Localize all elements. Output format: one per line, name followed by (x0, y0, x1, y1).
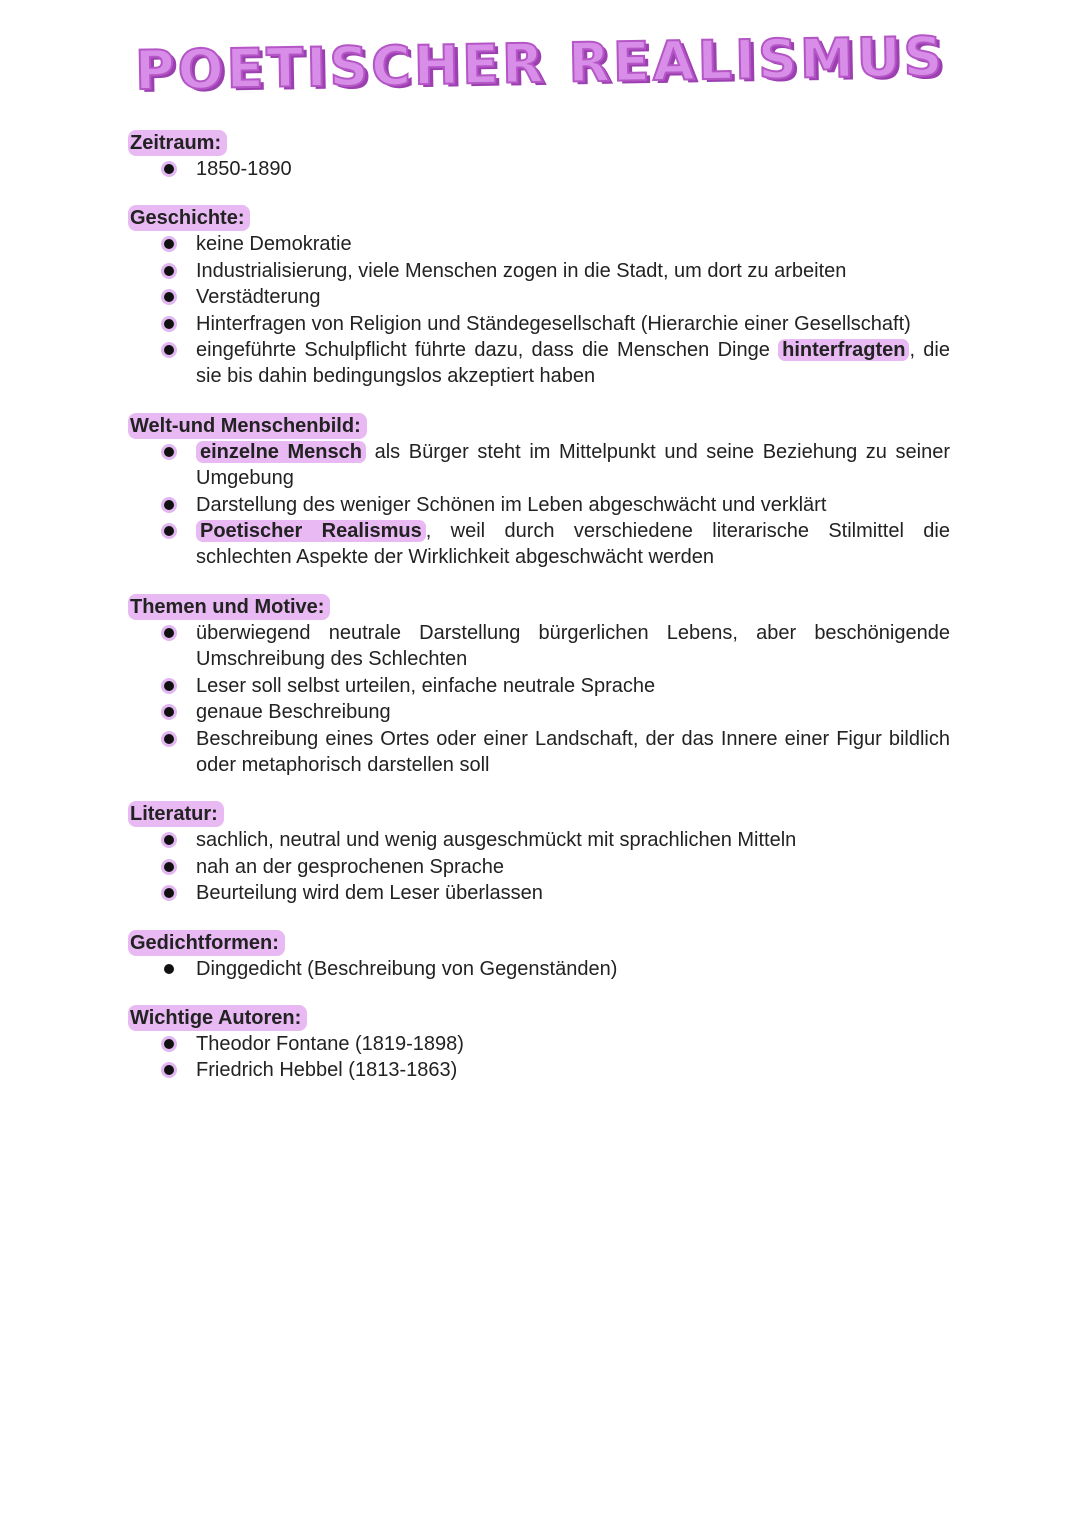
bullet-icon (164, 526, 174, 536)
list-item-text: , die sie bis dahin bedingungslos akzeptiert haben (196, 339, 950, 388)
bullet-list (130, 956, 950, 982)
list-item (130, 620, 950, 673)
section-heading: Gedichtformen: (128, 930, 285, 956)
highlighted-term: Poetischer Realismus (196, 520, 426, 542)
bullet-list (130, 439, 950, 571)
list-item (130, 1031, 950, 1057)
list-item-text: Darstellung des weniger Schönen im Leben abgeschwächt und verklärt (196, 493, 827, 516)
bullet-list (130, 231, 950, 389)
bullet-icon (164, 500, 174, 510)
list-item-text: Friedrich Hebbel (1813-1863) (196, 1059, 458, 1082)
list-item (130, 673, 950, 699)
section-heading: Themen und Motive: (128, 594, 330, 620)
list-item (130, 284, 950, 310)
bullet-icon (164, 447, 174, 457)
section-heading: Wichtige Autoren: (128, 1005, 307, 1031)
section-6 (130, 1005, 950, 1084)
list-item (130, 1057, 950, 1083)
list-item-text: Dinggedicht (Beschreibung von Gegenständen) (196, 957, 618, 980)
highlighted-term: hinterfragten (778, 339, 909, 361)
section-4 (130, 801, 950, 906)
list-item-text: Beschreibung eines Ortes oder einer Landschaft, der das Innere einer Figur bildlich oder metaphorisch darstellen soll (196, 727, 950, 776)
bullet-icon (164, 628, 174, 638)
section-5 (130, 930, 950, 982)
list-item (130, 880, 950, 906)
list-item (130, 231, 950, 257)
bullet-icon (164, 862, 174, 872)
bullet-icon (164, 734, 174, 744)
list-item (130, 699, 950, 725)
section-0 (130, 130, 950, 182)
bullet-list (130, 1031, 950, 1084)
section-3 (130, 594, 950, 778)
list-item (130, 439, 950, 492)
bullet-list (130, 620, 950, 778)
bullet-icon (164, 164, 174, 174)
list-item-text: genaue Beschreibung (196, 701, 391, 724)
section-heading: Geschichte: (128, 205, 250, 231)
list-item-text: Verstädterung (196, 286, 321, 309)
list-item-text: nah an der gesprochenen Sprache (196, 855, 505, 878)
list-item (130, 156, 950, 182)
page-title (0, 24, 1080, 103)
bullet-icon (164, 239, 174, 249)
list-item-text: überwiegend neutrale Darstellung bürgerlichen Lebens, aber beschönigende Umschreibung des Schlechten (196, 621, 950, 671)
bullet-icon (164, 964, 174, 974)
list-item-text: sachlich, neutral und wenig ausgeschmückt mit sprachlichen Mitteln (196, 829, 797, 852)
bullet-list (130, 156, 950, 182)
list-item-text: , weil durch verschiedene literarische Stilmittel die schlechten Aspekte der Wirklichkeit abgeschwächt werden (196, 520, 950, 569)
section-heading: Welt-und Menschenbild: (128, 413, 367, 439)
notes-content (130, 130, 950, 1107)
bullet-icon (164, 292, 174, 302)
list-item-text: eingeführte Schulpflicht führte dazu, dass die Menschen Dinge (196, 339, 779, 362)
section-heading: Literatur: (128, 801, 224, 827)
list-item-text: Theodor Fontane (1819-1898) (196, 1032, 464, 1055)
list-item (130, 258, 950, 284)
list-item (130, 518, 950, 571)
list-item-text: 1850-1890 (196, 158, 292, 180)
list-item-text: Leser soll selbst urteilen, einfache neutrale Sprache (196, 674, 656, 697)
bullet-icon (164, 835, 174, 845)
list-item-text: Hinterfragen von Religion und Ständegesellschaft (Hierarchie einer Gesellschaft) (196, 312, 911, 335)
section-2 (130, 413, 950, 571)
highlighted-term: einzelne Mensch (196, 441, 366, 463)
list-item (130, 726, 950, 779)
list-item (130, 827, 950, 853)
page-title-text: POETISCHER REALISMUS (134, 24, 946, 103)
bullet-icon (164, 681, 174, 691)
bullet-icon (164, 888, 174, 898)
list-item-text: als Bürger steht im Mittelpunkt und seine Beziehung zu seiner Umgebung (196, 440, 951, 490)
bullet-icon (164, 707, 174, 717)
list-item (130, 956, 950, 982)
list-item-text: Beurteilung wird dem Leser überlassen (196, 882, 543, 905)
bullet-icon (164, 1039, 174, 1049)
bullet-icon (164, 345, 174, 355)
list-item-text: Industrialisierung, viele Menschen zogen in die Stadt, um dort zu arbeiten (196, 259, 847, 282)
list-item (130, 311, 950, 337)
bullet-list (130, 827, 950, 906)
bullet-icon (164, 319, 174, 329)
bullet-icon (164, 266, 174, 276)
list-item (130, 337, 950, 390)
section-heading: Zeitraum: (128, 130, 227, 156)
bullet-icon (164, 1065, 174, 1075)
list-item-text: keine Demokratie (196, 233, 352, 256)
section-1 (130, 205, 950, 389)
list-item (130, 492, 950, 518)
list-item (130, 854, 950, 880)
